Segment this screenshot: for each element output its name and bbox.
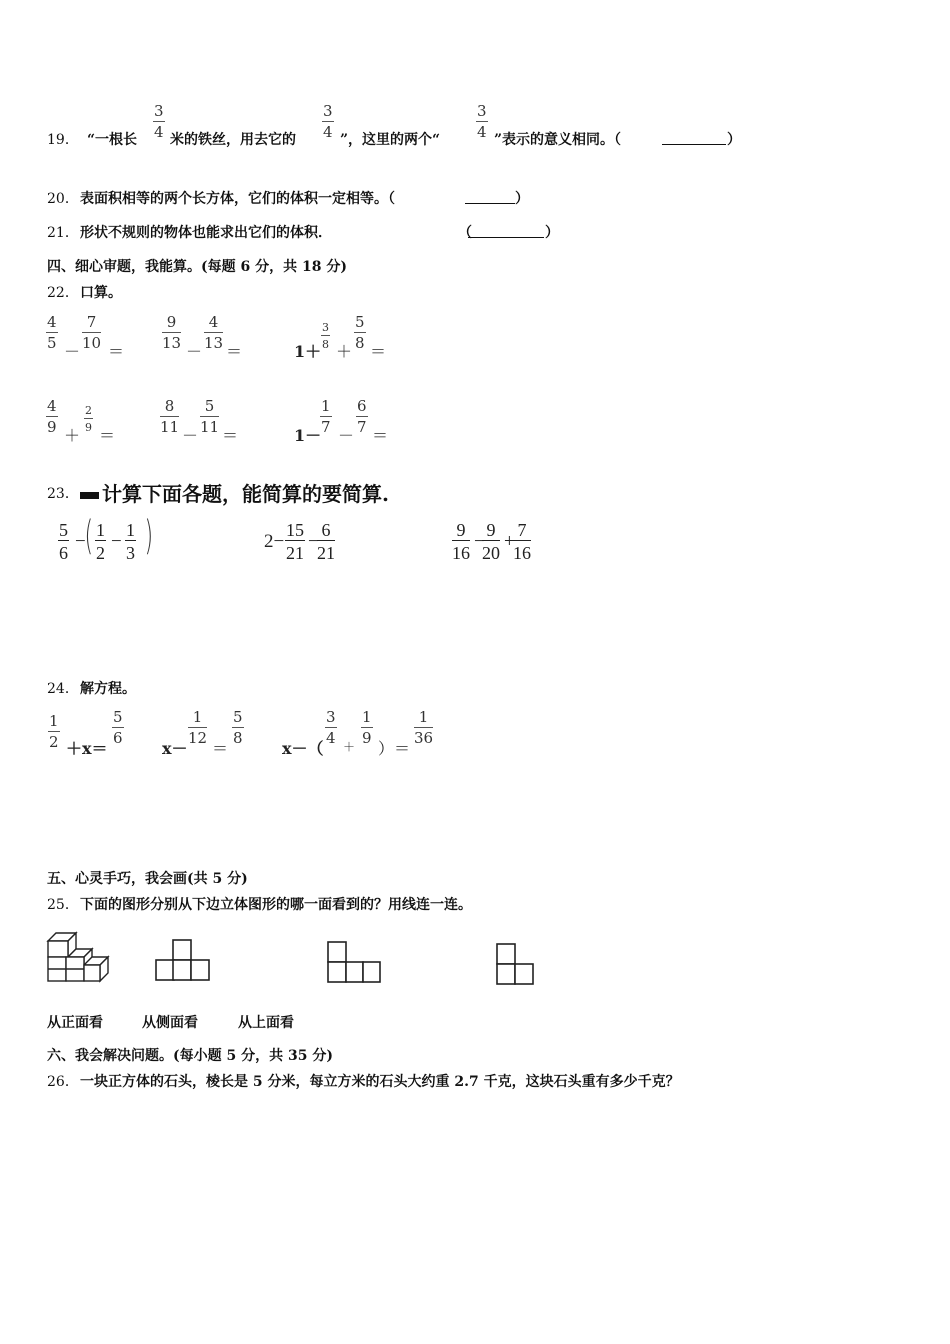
answer-blank[interactable] <box>465 191 515 204</box>
leading-term: x－（ <box>282 739 324 758</box>
q19-fraction-1: $\frac{3}{4}$ <box>154 102 164 141</box>
fraction: $\frac{4}{13}$ <box>204 313 224 352</box>
fraction: $\frac{6}{7}$ <box>357 397 367 436</box>
operator: ＋ <box>336 342 353 361</box>
operator: ＋ <box>343 740 356 754</box>
fraction: $\frac{1}{36}$ <box>414 708 434 747</box>
equation-middle: ）＝ <box>378 739 411 758</box>
operator: － <box>182 426 199 445</box>
section-6-title: 六、我会解决问题。(每小题 5 分，共 35 分) <box>47 1048 333 1064</box>
fraction: $\frac{5}{6}$ <box>59 520 68 563</box>
operator: － <box>186 342 203 361</box>
equals: ＝ <box>372 426 389 445</box>
right-paren: ) <box>144 513 154 559</box>
question-number: 20． <box>47 191 79 207</box>
fraction: $\frac{3}{8}$ <box>322 321 329 351</box>
equation-middle: ＋x＝ <box>66 739 108 758</box>
leading-term: 2− <box>264 531 285 552</box>
q19-text-part3: ”，这里的两个“ <box>340 132 441 148</box>
view-shape-1 <box>154 938 212 982</box>
fraction: $\frac{1}{3}$ <box>126 520 135 563</box>
operator: − <box>111 531 122 552</box>
equals: ＝ <box>222 426 239 445</box>
equals: ＝ <box>370 342 387 361</box>
leading-term: 1－ <box>294 426 322 445</box>
fraction: $\frac{7}{16}$ <box>513 520 531 563</box>
view-shape-3 <box>495 942 537 988</box>
q20-text: 表面积相等的两个长方体，它们的体积一定相等。（ <box>80 191 395 207</box>
fraction: $\frac{1}{2}$ <box>96 520 105 563</box>
q20-close-paren: ） <box>515 191 529 207</box>
q25-text: 下面的图形分别从下边立体图形的哪一面看到的？用线连一连。 <box>80 897 472 913</box>
fraction: $\frac{3}{4}$ <box>326 708 336 747</box>
fraction: $\frac{5}{8}$ <box>355 313 365 352</box>
fraction: $\frac{5}{8}$ <box>233 708 243 747</box>
q19-fraction-2: $\frac{3}{4}$ <box>323 102 333 141</box>
fraction: $\frac{5}{11}$ <box>200 397 220 436</box>
view-label-front: 从正面看 <box>47 1015 103 1031</box>
left-paren: ( <box>84 513 94 559</box>
question-number: 23． <box>47 486 79 502</box>
question-number: 25． <box>47 897 79 913</box>
cube-stack-figure <box>46 931 118 983</box>
fraction: $\frac{1}{12}$ <box>188 708 208 747</box>
operator: － <box>338 426 355 445</box>
q23-text: 计算下面各题，能简算的要简算. <box>102 482 389 506</box>
section-4-title: 四、细心审题，我能算。(每题 6 分，共 18 分) <box>47 259 347 275</box>
equals: ＝ <box>99 426 116 445</box>
q19-text-part4: ”表示的意义相同。（ <box>494 132 622 148</box>
operator: + <box>504 531 515 552</box>
fraction: $\frac{7}{10}$ <box>82 313 102 352</box>
leading-term: x－ <box>162 739 188 758</box>
q19-text-part1: “一根长 <box>87 132 138 148</box>
section-5-title: 五、心灵手巧，我会画(共 5 分) <box>47 871 248 887</box>
fraction: $\frac{1}{2}$ <box>49 712 59 751</box>
question-number: 22． <box>47 285 79 301</box>
fraction: $\frac{15}{21}$ <box>286 520 304 563</box>
fraction: $\frac{9}{13}$ <box>162 313 182 352</box>
q19-close-paren: ） <box>727 132 741 148</box>
fraction: $\frac{1}{9}$ <box>362 708 372 747</box>
q26-text: 一块正方体的石头，棱长是 5 分米，每立方米的石头大约重 2.7 千克，这块石头重有多少千克？ <box>80 1074 680 1090</box>
q21-open-paren: （ <box>458 225 472 241</box>
operator: － <box>64 342 81 361</box>
leading-term: 1＋ <box>294 342 322 361</box>
equals: ＝ <box>212 739 229 758</box>
fraction: $\frac{1}{7}$ <box>321 397 331 436</box>
q19-fraction-3: $\frac{3}{4}$ <box>477 102 487 141</box>
q21-text: 形状不规则的物体也能求出它们的体积． <box>80 225 332 241</box>
operator: − <box>474 531 485 552</box>
fraction: $\frac{4}{5}$ <box>47 313 57 352</box>
fraction: $\frac{6}{21}$ <box>317 520 335 563</box>
view-shape-2 <box>326 940 384 984</box>
fraction: $\frac{9}{20}$ <box>482 520 500 563</box>
q24-text: 解方程。 <box>80 681 136 697</box>
operator: − <box>75 531 86 552</box>
equals: ＝ <box>108 342 125 361</box>
view-label-side: 从侧面看 <box>142 1015 198 1031</box>
view-label-top: 从上面看 <box>238 1015 294 1031</box>
equals: ＝ <box>226 342 243 361</box>
q19-text-part2: 米的铁丝，用去它的 <box>170 132 296 148</box>
fraction: $\frac{5}{6}$ <box>113 708 123 747</box>
answer-blank[interactable] <box>662 132 726 145</box>
question-19 <box>47 129 79 149</box>
operator: ＋ <box>64 426 81 445</box>
print-artifact-mark <box>80 492 99 499</box>
question-number: 19． <box>47 132 79 148</box>
question-number: 21． <box>47 225 79 241</box>
operator: − <box>308 531 319 552</box>
q21-close-paren: ） <box>545 225 559 241</box>
q22-text: 口算。 <box>80 285 122 301</box>
question-number: 24． <box>47 681 79 697</box>
fraction: $\frac{8}{11}$ <box>160 397 180 436</box>
question-number: 26． <box>47 1074 79 1090</box>
fraction: $\frac{9}{16}$ <box>452 520 470 563</box>
answer-blank[interactable] <box>468 225 544 238</box>
fraction: $\frac{2}{9}$ <box>85 404 92 434</box>
fraction: $\frac{4}{9}$ <box>47 397 57 436</box>
